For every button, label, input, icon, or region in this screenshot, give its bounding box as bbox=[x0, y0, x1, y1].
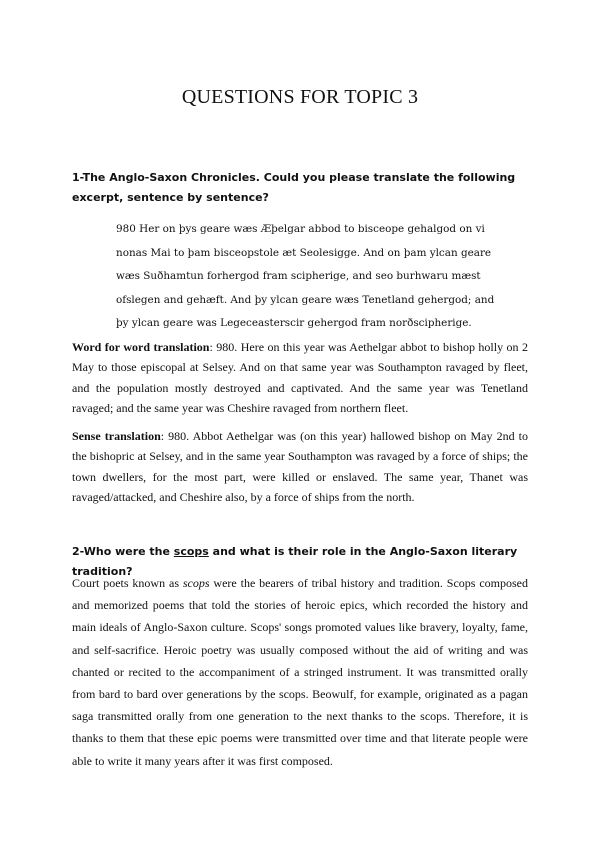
word-translation-text: : 980. Here on this year was Aethelgar abbot to bishop holly on 2 May to those episcopal at Selsey. And on that same year was Southampton ravaged by fleet, and the population mostly destroyed and captivated. And the same year was Tenetland ravaged; and the same year was Cheshire ravaged from northern fleet. bbox=[72, 340, 528, 416]
page-title: QUESTIONS FOR TOPIC 3 bbox=[181, 86, 419, 108]
word-for-word-translation bbox=[72, 337, 528, 419]
sense-translation-label: Sense translation bbox=[72, 429, 161, 443]
word-translation-label: Word for word translation bbox=[72, 340, 210, 354]
excerpt-line: 980 Her on þys geare wæs Æþelgar abbod to bisceope gehalgod on vi bbox=[116, 223, 485, 235]
question-2-after: and what is their role in the Anglo-Saxon literary tradition? bbox=[72, 545, 518, 578]
question-2-underlined: scops bbox=[173, 545, 209, 558]
answer-2-italic: scops bbox=[182, 576, 210, 590]
excerpt-line: þy ylcan geare was Legeceasterscir gehergod fram norðscipherige. bbox=[116, 317, 472, 329]
sense-translation bbox=[72, 426, 528, 508]
old-english-excerpt bbox=[116, 218, 496, 336]
excerpt-line: wæs Suðhamtun forhergod fram scipherige, and seo burhwaru mæst bbox=[116, 270, 481, 282]
answer-2 bbox=[72, 572, 528, 772]
answer-2-before: Court poets known as bbox=[72, 576, 183, 590]
excerpt-line: ofslegen and gehæft. And þy ylcan geare wæs Tenetland gehergod; and bbox=[116, 293, 495, 306]
question-1: 1-The Anglo-Saxon Chronicles. Could you please translate the following excerpt, sentence by sentence? bbox=[72, 171, 516, 204]
excerpt-line: nonas Mai to þam bisceopstole æt Seolesigge. And on þam ylcan geare bbox=[116, 246, 492, 259]
answer-2-after: were the bearers of tribal history and tradition. Scops composed and memorized poems that told the stories of heroic epics, which recorded the history and main ideals of Anglo-Saxon culture. Scops' songs promoted values like bravery, loyalty, fame, and self-sacrifice. Heroic poetry was usually composed without the aid of writing and was chanted or recited to the accompaniment of a stringed instrument. It was transmitted orally from bard to bard over generations by the scops. Beowulf, for example, originated as a pagan saga transmitted orally from one generation to the next thanks to the scops. Therefore, it is thanks to them that these epic poems were transmitted over time and that literate people were able to write it many years after it was first composed. bbox=[72, 576, 528, 768]
question-2-before: 2-Who were the bbox=[72, 545, 174, 558]
sense-translation-text: : 980. Abbot Aethelgar was (on this year) hallowed bishop on May 2nd to the bishopric at Selsey, and in the same year Southampton was ravaged by a force of ships; the town dwellers, for the most part, were killed or enslaved. The same year, Thanet was ravaged/attacked, and Cheshire also, by a force of ships from the north. bbox=[72, 429, 528, 505]
